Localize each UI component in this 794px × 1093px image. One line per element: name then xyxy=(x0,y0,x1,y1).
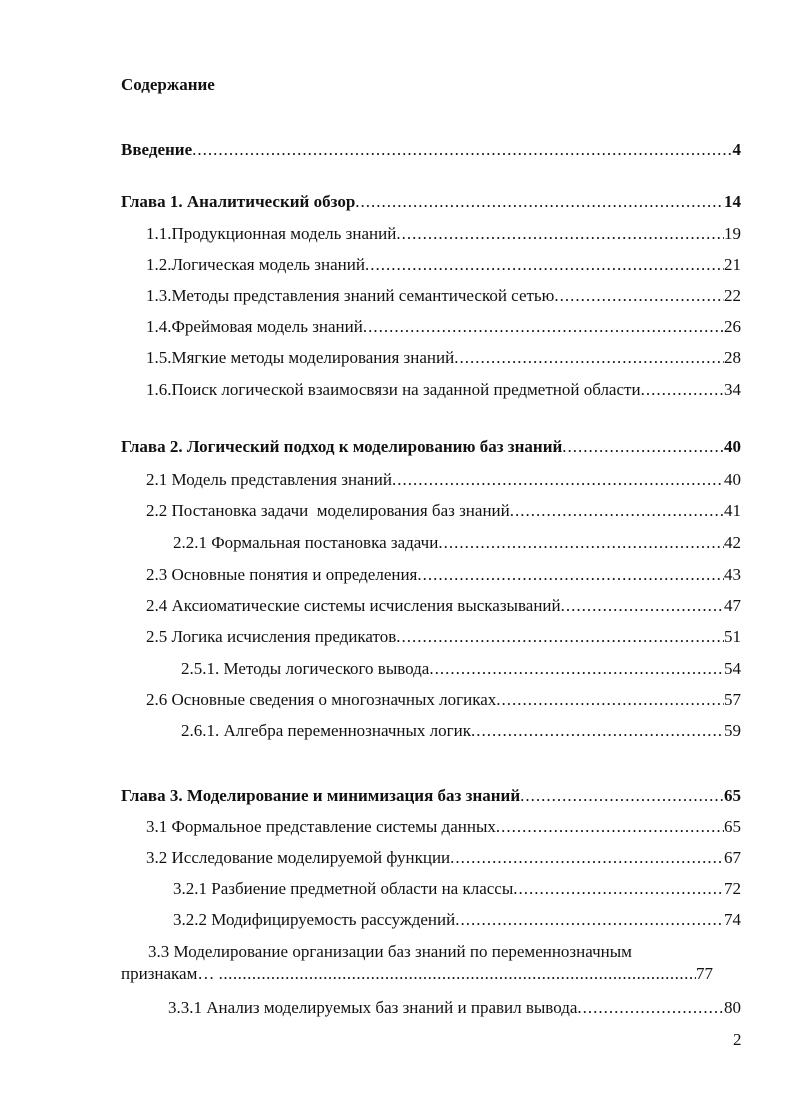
toc-entry-text: 1.2.Логическая модель знаний xyxy=(146,255,365,274)
toc-entry-page: 77 xyxy=(696,964,713,983)
toc-entry-text: Глава 2. Логический подход к моделированию баз знаний xyxy=(121,437,563,456)
toc-entry-text: 2.4 Аксиоматические системы исчисления высказываний xyxy=(146,596,561,615)
leader-dots xyxy=(496,817,724,837)
toc-entry-text: 2.5.1. Методы логического вывода xyxy=(181,659,430,678)
leader-dots xyxy=(562,437,724,457)
toc-entry-page: 22 xyxy=(724,286,741,305)
toc-entry-page: 26 xyxy=(724,317,741,336)
toc-title: Содержание xyxy=(121,75,215,94)
toc-entry-2-6-1[interactable] xyxy=(181,721,741,741)
toc-entry-3-1[interactable] xyxy=(146,817,741,837)
leader-dots xyxy=(577,998,724,1018)
toc-entry-page: 40 xyxy=(724,437,741,456)
leader-dots xyxy=(554,286,724,306)
toc-entry-3-2-2[interactable] xyxy=(173,910,741,930)
toc-entry-text: 1.6.Поиск логической взаимосвязи на заданной предметной области xyxy=(146,380,641,399)
toc-entry-3-2-1[interactable] xyxy=(173,879,741,899)
toc-entry-text: 2.6.1. Алгебра переменнозначных логик xyxy=(181,721,471,740)
toc-entry-text: 1.4.Фреймовая модель знаний xyxy=(146,317,363,336)
toc-entry-text: 2.1 Модель представления знаний xyxy=(146,470,392,489)
toc-entry-2-6[interactable] xyxy=(146,690,741,710)
toc-entry-page: 65 xyxy=(724,817,741,836)
toc-entry-page: 19 xyxy=(724,224,741,243)
leader-dots xyxy=(417,565,724,585)
toc-entry-page: 43 xyxy=(724,565,741,584)
leader-dots xyxy=(513,879,724,899)
toc-entry-text-line1: 3.3 Моделирование организации баз знаний по переменнозначным xyxy=(148,942,632,961)
toc-entry-page: 4 xyxy=(732,140,741,159)
leader-dots xyxy=(438,533,724,553)
toc-entry-page: 67 xyxy=(724,848,741,867)
leader-dots xyxy=(355,192,724,212)
toc-entry-page: 65 xyxy=(724,786,741,805)
toc-entry-page: 14 xyxy=(724,192,741,211)
toc-entry-page: 40 xyxy=(724,470,741,489)
toc-entry-2-5[interactable] xyxy=(146,627,741,647)
toc-entry-page: 47 xyxy=(724,596,741,615)
leader-dots xyxy=(641,380,724,400)
leader-dots xyxy=(561,596,724,616)
toc-entry-text: Введение xyxy=(121,140,193,159)
leader-dots xyxy=(455,910,724,930)
toc-entry-3-3-1[interactable] xyxy=(168,998,741,1018)
toc-entry-page: 72 xyxy=(724,879,741,898)
leader-dots xyxy=(429,659,724,679)
toc-entry-text: 3.3.1 Анализ моделируемых баз знаний и правил вывода xyxy=(168,998,578,1017)
toc-entry-text: Глава 3. Моделирование и минимизация баз знаний xyxy=(121,786,521,805)
leader-dots xyxy=(450,848,724,868)
toc-entry-page: 28 xyxy=(724,348,741,367)
toc-entry-1-4[interactable] xyxy=(146,317,741,337)
leader-dots xyxy=(471,721,724,741)
leader-dots xyxy=(365,255,724,275)
leader-dots xyxy=(396,224,724,244)
leader-dots xyxy=(219,963,696,985)
toc-entry-text: 1.1.Продукционная модель знаний xyxy=(146,224,397,243)
toc-entry-1-3[interactable] xyxy=(146,286,741,306)
toc-entry-2-1[interactable] xyxy=(146,470,741,490)
toc-entry-page: 42 xyxy=(724,533,741,552)
toc-entry-page: 74 xyxy=(724,910,741,929)
toc-entry-3-3[interactable] xyxy=(121,941,741,985)
toc-entry-1-1[interactable] xyxy=(146,224,741,244)
page-number: 2 xyxy=(733,1030,742,1049)
leader-dots xyxy=(520,786,724,806)
toc-entry-text: 1.3.Методы представления знаний семантической сетью xyxy=(146,286,555,305)
toc-entry-text: 2.2.1 Формальная постановка задачи xyxy=(173,533,439,552)
toc-entry-text: 2.3 Основные понятия и определения xyxy=(146,565,418,584)
toc-entry-page: 57 xyxy=(724,690,741,709)
toc-entry-2-3[interactable] xyxy=(146,565,741,585)
toc-entry-page: 59 xyxy=(724,721,741,740)
toc-entry-chapter-2[interactable] xyxy=(121,437,741,457)
toc-entry-text: 2.5 Логика исчисления предикатов xyxy=(146,627,397,646)
toc-entry-2-2[interactable] xyxy=(146,501,741,521)
leader-dots xyxy=(396,627,724,647)
leader-dots xyxy=(496,690,724,710)
toc-entry-text: 2.2 Постановка задачи моделирования баз знаний xyxy=(146,501,510,520)
toc-entry-text-line2: признакам… xyxy=(121,964,219,983)
toc-entry-text: 3.2 Исследование моделируемой функции xyxy=(146,848,451,867)
toc-entry-page: 21 xyxy=(724,255,741,274)
toc-entry-text: 3.1 Формальное представление системы данных xyxy=(146,817,496,836)
toc-entry-page: 41 xyxy=(724,501,741,520)
toc-entry-text: Глава 1. Аналитический обзор xyxy=(121,192,356,211)
toc-entry-3-2[interactable] xyxy=(146,848,741,868)
toc-entry-text: 3.2.1 Разбиение предметной области на классы xyxy=(173,879,514,898)
toc-entry-chapter-1[interactable] xyxy=(121,192,741,212)
toc-entry-1-5[interactable] xyxy=(146,348,741,368)
toc-entry-2-4[interactable] xyxy=(146,596,741,616)
toc-entry-text: 1.5.Мягкие методы моделирования знаний xyxy=(146,348,455,367)
toc-entry-text: 3.2.2 Модифицируемость рассуждений xyxy=(173,910,456,929)
toc-entry-text: 2.6 Основные сведения о многозначных логиках xyxy=(146,690,497,709)
leader-dots xyxy=(454,348,724,368)
toc-entry-2-2-1[interactable] xyxy=(173,533,741,553)
toc-entry-page: 51 xyxy=(724,627,741,646)
leader-dots xyxy=(510,501,724,521)
toc-entry-1-2[interactable] xyxy=(146,255,741,275)
leader-dots xyxy=(363,317,724,337)
toc-entry-page: 34 xyxy=(724,380,741,399)
leader-dots xyxy=(192,140,732,160)
leader-dots xyxy=(392,470,724,490)
toc-entry-chapter-3[interactable] xyxy=(121,786,741,806)
toc-entry-2-5-1[interactable] xyxy=(181,659,741,679)
toc-entry-intro[interactable] xyxy=(121,140,741,160)
toc-entry-page: 80 xyxy=(724,998,741,1017)
toc-entry-1-6[interactable] xyxy=(146,380,741,400)
toc-entry-page: 54 xyxy=(724,659,741,678)
